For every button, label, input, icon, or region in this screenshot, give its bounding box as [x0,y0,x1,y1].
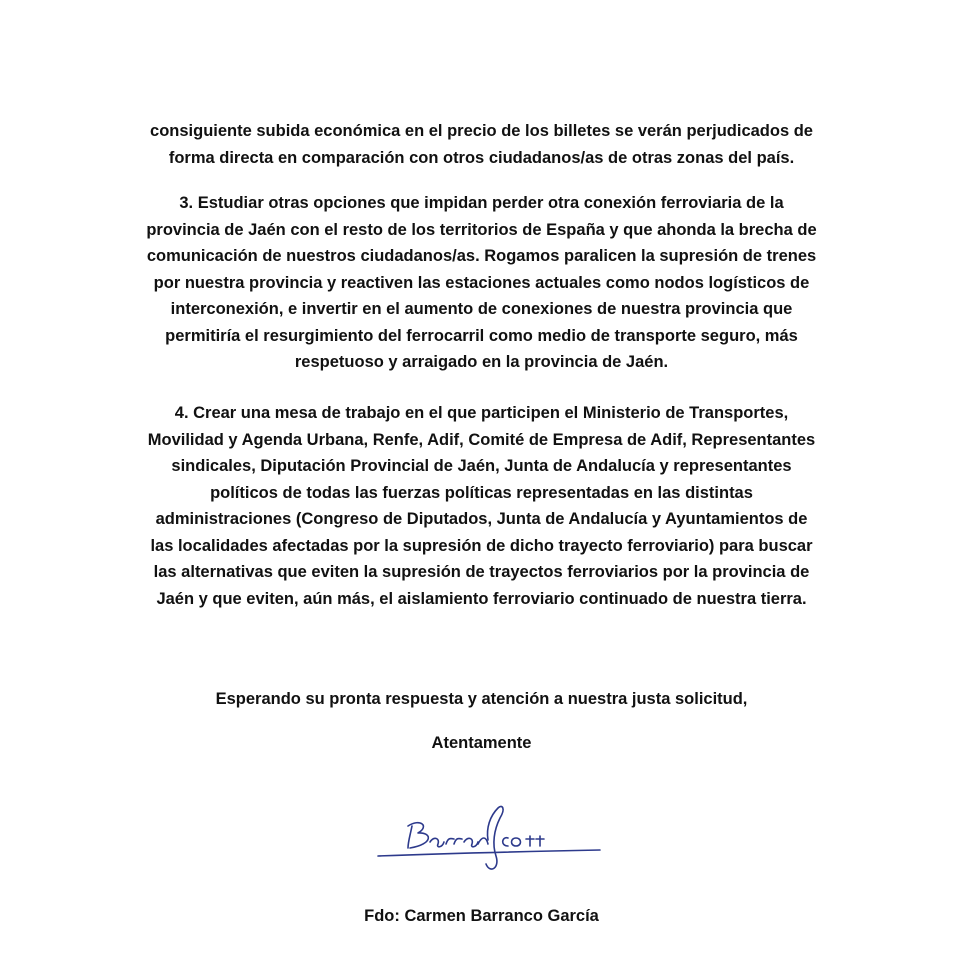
text-line: comunicación de nuestros ciudadanos/as. Rogamos paralicen la supresión de trenes [146,247,817,265]
text-line: Movilidad y Agenda Urbana, Renfe, Adif, Comité de Empresa de Adif, Representantes [147,430,816,449]
signed-by-text: Fdo: Carmen Barranco García [364,907,599,925]
salutation [120,730,843,757]
salutation-text: Atentamente [431,734,532,752]
signed-by [120,903,843,930]
closing-line [120,686,843,713]
text-line: 4. Crear una mesa de trabajo en el que participen el Ministerio de Transportes, [174,404,789,422]
text-line: las localidades afectadas por la supresión de dicho trayecto ferroviario) para buscar [150,536,813,555]
text-line: permitiría el resurgimiento del ferrocarril como medio de transporte seguro, más [165,326,798,345]
paragraph-continuation [120,118,843,171]
text-line: forma directa en comparación con otros ciudadanos/as de otras zonas del país. [168,148,795,167]
text-line: provincia de Jaén con el resto de los territorios de España y que ahonda la brecha de [146,220,817,239]
text-line: administraciones (Congreso de Diputados, Junta de Andalucía y Ayuntamientos de [155,510,808,528]
text-line: interconexión, e invertir en el aumento de conexiones de nuestra provincia que [170,300,793,318]
point-3-paragraph [120,190,843,376]
closing-text: Esperando su pronta respuesta y atención a nuestra justa solicitud, [215,690,748,708]
handwritten-signature [350,778,610,898]
text-line: consiguiente subida económica en el precio de los billetes se verán perjudicados de [150,122,813,140]
text-line: políticos de todas las fuerzas políticas representadas en las distintas [210,483,753,502]
text-line: las alternativas que eviten la supresión de trayectos ferroviarios por la provincia de [153,563,810,581]
point-4-paragraph [120,400,843,612]
text-line: respetuoso y arraigado en la provincia de Jaén. [294,353,669,371]
text-line: sindicales, Diputación Provincial de Jaén, Junta de Andalucía y representantes [171,457,792,475]
text-line: 3. Estudiar otras opciones que impidan perder otra conexión ferroviaria de la [179,194,784,212]
text-line: Jaén y que eviten, aún más, el aislamiento ferroviario continuado de nuestra tierra. [156,589,807,608]
text-line: por nuestra provincia y reactiven las estaciones actuales como nodos logísticos de [153,273,810,292]
